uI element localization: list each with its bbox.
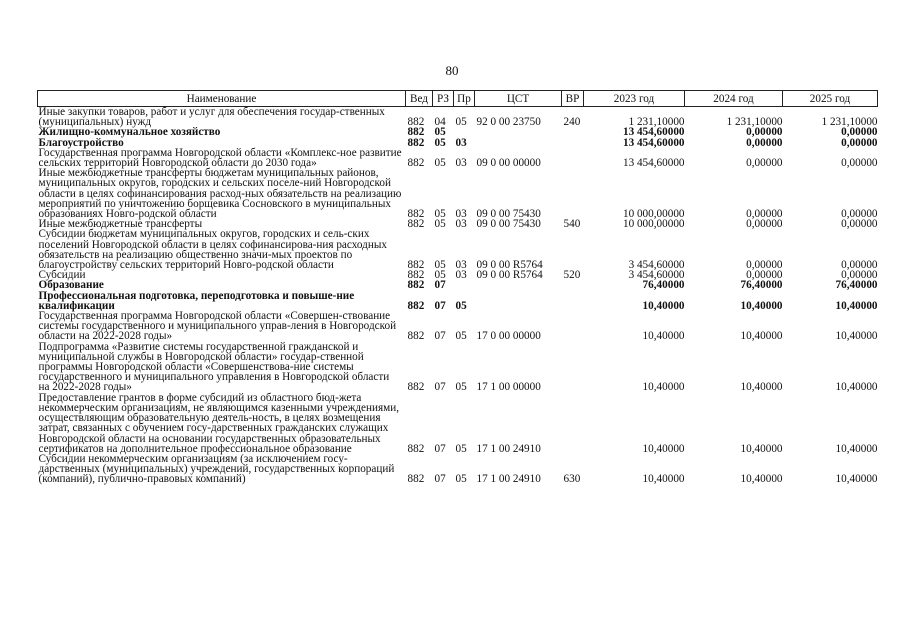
row-ved: 882 <box>407 473 425 486</box>
row-rz: 07 <box>434 381 446 394</box>
row-vr: 540 <box>563 218 581 231</box>
col-header-pr: Пр <box>454 91 475 107</box>
row-2023: 10,40000 <box>642 299 685 312</box>
row-pr: 03 <box>455 136 467 149</box>
row-cst: 17 1 00 24910 <box>476 442 541 455</box>
row-2024: 0,00000 <box>746 208 783 221</box>
row-cst: 09 0 00 00000 <box>476 157 541 170</box>
row-2025: 76,40000 <box>835 279 878 292</box>
header-row <box>38 91 878 107</box>
row-rz: 05 <box>434 157 446 170</box>
col-header-ved: Вед <box>406 91 433 107</box>
budget-table <box>37 90 878 485</box>
col-header-2023: 2023 год <box>584 91 685 107</box>
row-name: Подпрограмма «Развитие системы государственной гражданской и муниципальной службы в Новгородской области» государ-ственной программы Новгородской области «Совершенствова-ние системы государственного и муниципального управления в Новгородской области на 2022-2028 годы» <box>38 340 390 394</box>
row-ved: 882 <box>407 381 425 394</box>
row-pr: 05 <box>455 473 467 486</box>
row-name: Государственная программа Новгородской области «Комплекс-ное развитие сельских территорий Новгородской области до 2030 года» <box>38 146 402 170</box>
row-pr: 05 <box>455 299 467 312</box>
row-2023: 10 000,00000 <box>622 218 685 231</box>
row-2025: 0,00000 <box>841 208 878 221</box>
row-2025: 0,00000 <box>841 126 878 139</box>
row-vr <box>562 148 584 168</box>
row-2023: 10 000,00000 <box>622 208 685 221</box>
row-ved: 882 <box>407 218 425 231</box>
row-ved: 882 <box>407 442 425 455</box>
row-2024: 10,40000 <box>740 381 783 394</box>
row-vr <box>562 311 584 342</box>
row-pr: 03 <box>455 269 467 282</box>
row-cst: 92 0 00 23750 <box>475 107 562 128</box>
row-2023: 13 454,60000 <box>622 157 685 170</box>
page-number: 80 <box>445 63 459 78</box>
row-rz: 05 <box>434 259 446 272</box>
row-2024: 76,40000 <box>740 279 783 292</box>
row-2024: 10,40000 <box>740 330 783 343</box>
row-vr: 630 <box>563 473 581 486</box>
row-rz: 05 <box>434 126 446 139</box>
row-name: Профессиональная подготовка, переподготовка и повыше-ние квалификации <box>38 289 355 312</box>
row-name: Жилищно-коммунальное хозяйство <box>38 126 221 139</box>
row-pr: 05 <box>455 442 467 455</box>
table-row <box>38 107 878 128</box>
table-row <box>38 168 878 219</box>
row-pr: 03 <box>455 259 467 272</box>
row-pr: 05 <box>454 107 475 128</box>
row-2024: 1 231,10000 <box>685 107 783 128</box>
row-2025: 10,40000 <box>835 299 878 312</box>
row-pr: 03 <box>455 208 467 221</box>
col-header-vr: ВР <box>562 91 584 107</box>
row-pr: 05 <box>455 381 467 394</box>
row-2024: 0,00000 <box>746 136 783 149</box>
col-header-name: Наименование <box>38 91 406 107</box>
col-header-2025: 2025 год <box>783 91 878 107</box>
table-row <box>38 229 878 270</box>
row-cst <box>475 127 562 137</box>
row-2025: 0,00000 <box>841 157 878 170</box>
row-vr <box>562 127 584 137</box>
row-ved: 882 <box>407 259 425 272</box>
row-rz: 07 <box>434 299 446 312</box>
row-rz: 07 <box>434 330 446 343</box>
row-rz: 05 <box>434 218 446 231</box>
row-cst <box>475 291 562 311</box>
row-cst <box>475 280 562 290</box>
row-pr: 05 <box>455 330 467 343</box>
row-2023: 3 454,60000 <box>628 269 685 282</box>
row-2025: 10,40000 <box>835 442 878 455</box>
row-cst: 17 1 00 00000 <box>476 381 541 394</box>
row-name: Субсидии некоммерческим организациям (за исключением госу-дарственных (муниципальных) учреждений, государственных корпораций (компаний), публично-правовых компаний) <box>38 452 395 486</box>
row-pr: 03 <box>455 218 467 231</box>
row-2023: 76,40000 <box>642 279 685 292</box>
row-vr <box>562 280 584 290</box>
row-rz: 07 <box>434 442 446 455</box>
table-row <box>38 291 878 311</box>
row-2025: 0,00000 <box>841 136 878 149</box>
row-2024: 0,00000 <box>746 269 783 282</box>
row-2025: 0,00000 <box>841 259 878 272</box>
row-ved: 882 <box>406 107 433 128</box>
row-name: Государственная программа Новгородской области «Совершен-ствование системы государственного и муниципального управ-ления в Новгородской области на 2022-2028 годы» <box>38 310 397 343</box>
col-header-rz: РЗ <box>433 91 454 107</box>
table-row <box>38 311 878 342</box>
row-ved: 882 <box>407 269 425 282</box>
row-2023: 3 454,60000 <box>628 259 685 272</box>
row-name: Иные межбюджетные трансферты <box>38 218 203 231</box>
row-name: Образование <box>38 279 104 292</box>
row-ved: 882 <box>407 330 425 343</box>
row-2025: 10,40000 <box>835 473 878 486</box>
row-2023: 13 454,60000 <box>622 126 685 139</box>
row-2024: 10,40000 <box>740 442 783 455</box>
col-header-2024: 2024 год <box>685 91 783 107</box>
row-pr: 03 <box>455 157 467 170</box>
row-name: Предоставление грантов в форме субсидий из областного бюд-жета некоммерческим организациям, не являющимся казенными учреждениями, осуществляющим образовательную деятель-ность, в целях возмещения затрат, связанных с обучением госу-дарственных гражданских служащих Новгородской области на основании государственных образовательных сертификатов на дополнительное профессиональное образование <box>38 391 399 455</box>
row-vr <box>562 393 584 454</box>
row-ved: 882 <box>407 208 425 221</box>
row-2023: 10,40000 <box>642 473 685 486</box>
row-ved: 882 <box>407 157 425 170</box>
row-2025: 10,40000 <box>835 330 878 343</box>
row-name: Благоустройство <box>38 136 124 149</box>
row-2024: 0,00000 <box>746 157 783 170</box>
row-vr: 520 <box>563 269 581 282</box>
row-cst: 17 1 00 24910 <box>476 473 541 486</box>
table-row <box>38 148 878 168</box>
row-cst: 09 0 00 75430 <box>476 218 541 231</box>
row-ved: 882 <box>407 136 425 149</box>
row-pr <box>454 280 475 290</box>
row-vr <box>562 138 584 148</box>
row-cst: 09 0 00 R5764 <box>476 269 543 282</box>
row-vr <box>562 291 584 311</box>
row-cst: 09 0 00 75430 <box>476 208 541 221</box>
table-row <box>38 454 878 485</box>
row-rz: 05 <box>434 208 446 221</box>
row-2025: 1 231,10000 <box>783 107 878 128</box>
row-name: Иные закупки товаров, работ и услуг для обеспечения государ-ственных (муниципальных) нужд <box>38 107 406 128</box>
row-2023: 10,40000 <box>642 442 685 455</box>
row-2023: 1 231,10000 <box>584 107 685 128</box>
row-2024: 10,40000 <box>740 473 783 486</box>
row-name: Субсидии <box>38 269 86 282</box>
row-ved: 882 <box>407 279 425 292</box>
row-vr <box>562 168 584 219</box>
row-2024: 0,00000 <box>746 126 783 139</box>
row-rz: 07 <box>434 473 446 486</box>
row-vr: 240 <box>562 107 584 128</box>
row-2024: 0,00000 <box>746 259 783 272</box>
col-header-cst: ЦСТ <box>475 91 562 107</box>
row-2023: 10,40000 <box>642 330 685 343</box>
row-2023: 10,40000 <box>642 381 685 394</box>
row-2023: 13 454,60000 <box>622 136 685 149</box>
row-vr <box>562 229 584 270</box>
row-rz: 05 <box>434 136 446 149</box>
row-cst: 17 0 00 00000 <box>476 330 541 343</box>
row-rz: 05 <box>434 269 446 282</box>
row-name: Иные межбюджетные трансферты бюджетам муниципальных районов, муниципальных округов, городских и сельских поселе-ний Новгородской области в целях софинансирования расход-ных обязательств на реализацию мероприятий по уничтожению борщевика Сосновского в муниципальных образованиях Новго-родской области <box>38 167 402 221</box>
row-cst: 09 0 00 R5764 <box>476 259 543 272</box>
row-2024: 0,00000 <box>746 218 783 231</box>
row-ved: 882 <box>407 299 425 312</box>
table-row <box>38 342 878 393</box>
row-2025: 0,00000 <box>841 218 878 231</box>
row-rz: 07 <box>434 279 446 292</box>
row-name: Субсидии бюджетам муниципальных округов, городских и сель-ских поселений Новгородской области в целях софинансирова-ния расходных обязательств на реализацию общественно значи-мых проектов по благоустройству сельских территорий Новго-родской области <box>38 228 387 272</box>
table-row <box>38 393 878 454</box>
row-ved: 882 <box>407 126 425 139</box>
row-cst <box>475 138 562 148</box>
row-2025: 10,40000 <box>835 381 878 394</box>
row-rz: 04 <box>433 107 454 128</box>
row-vr <box>562 342 584 393</box>
row-2025: 0,00000 <box>841 269 878 282</box>
row-2024: 10,40000 <box>740 299 783 312</box>
